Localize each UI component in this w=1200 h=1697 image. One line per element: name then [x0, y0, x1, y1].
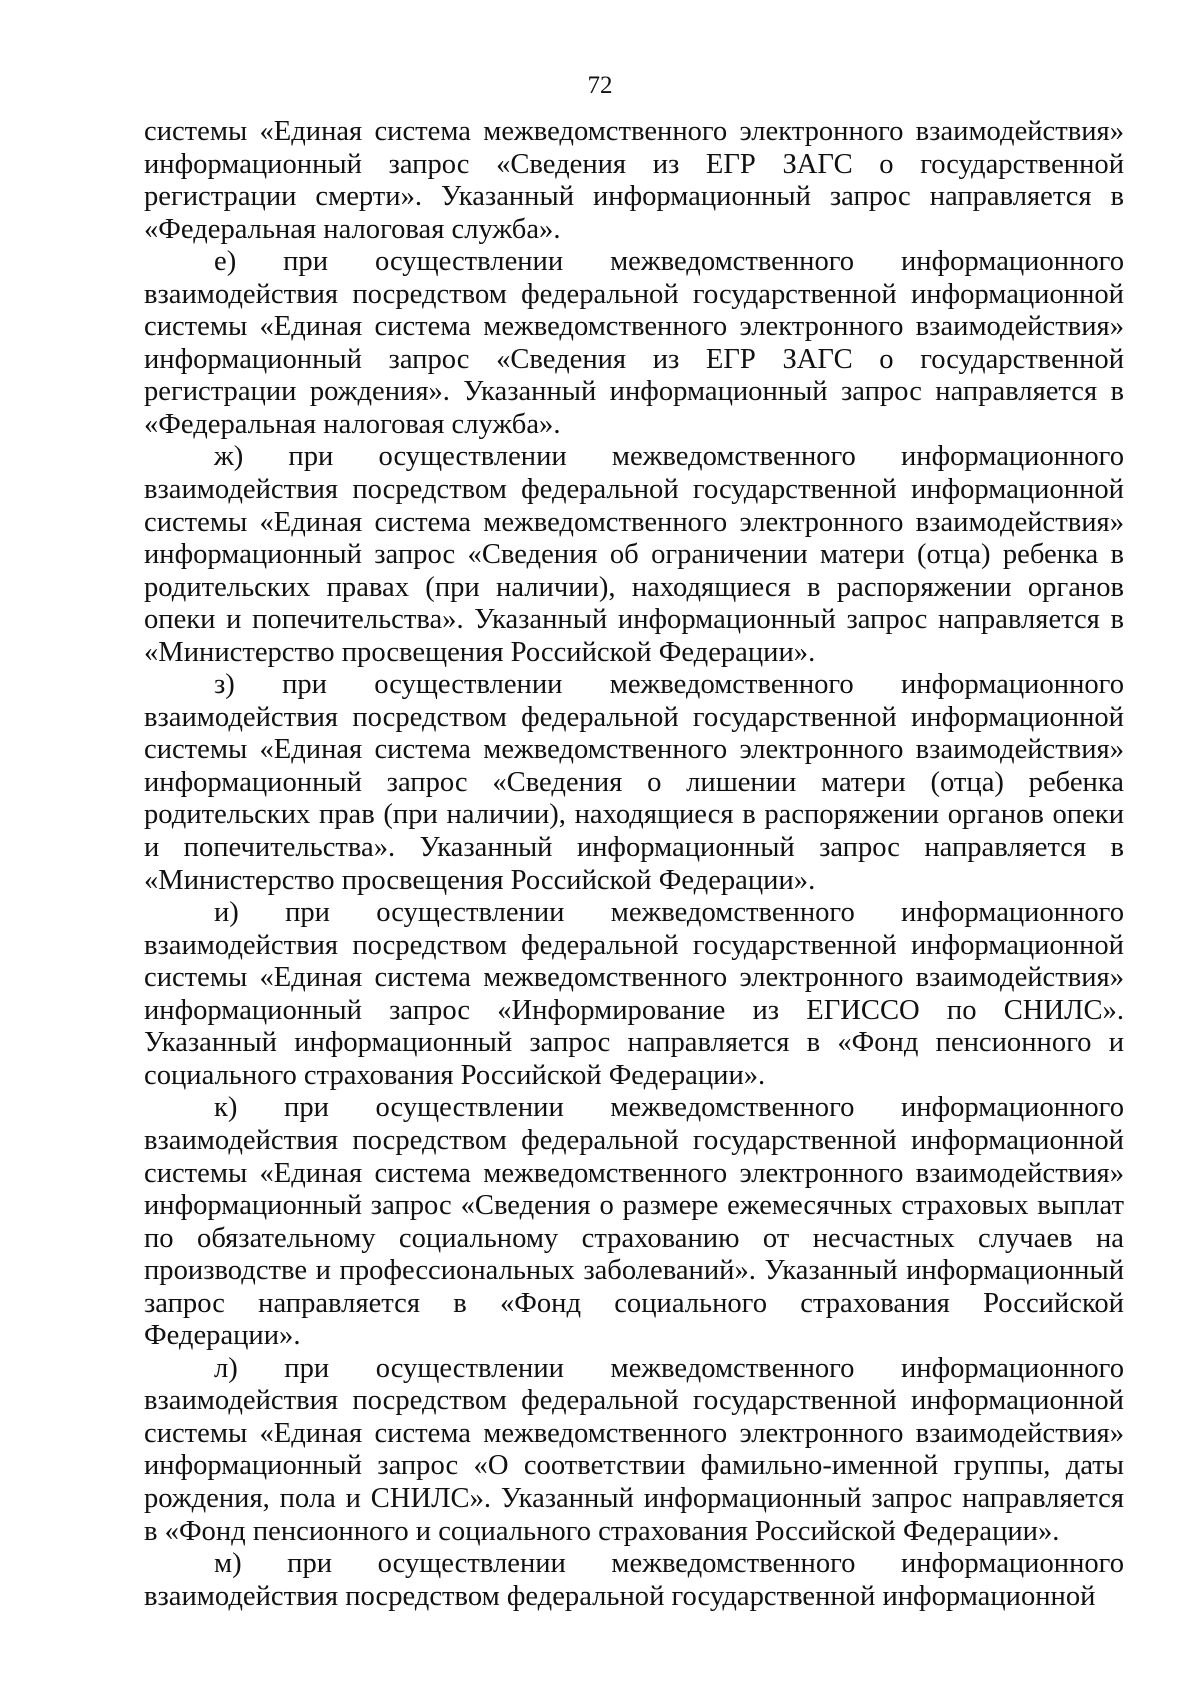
- paragraph-continuation: системы «Единая система межведомственного электронного взаимодействия» информационный запрос «Сведения из ЕГР ЗАГС о государственной регистрации смерти». Указанный информационный запрос направляется в «Федеральная налоговая служба».: [144, 116, 1124, 245]
- paragraph-item-k: к) при осуществлении межведомственного информационного взаимодействия посредством федеральной государственной информационной системы «Единая система межведомственного электронного взаимодействия» информационный запрос «Сведения о размере ежемесячных страховых выплат по обязательному социальному страхованию от несчастных случаев на производстве и профессиональных заболеваний». Указанный информационный запрос направляется в «Фонд социального страхования Российской Федерации».: [144, 1092, 1124, 1352]
- paragraph-item-l: л) при осуществлении межведомственного информационного взаимодействия посредством федеральной государственной информационной системы «Единая система межведомственного электронного взаимодействия» информационный запрос «О соответствии фамильно-именной группы, даты рождения, пола и СНИЛС». Указанный информационный запрос направляется в «Фонд пенсионного и социального страхования Российской Федерации».: [144, 1352, 1124, 1547]
- paragraph-item-z: з) при осуществлении межведомственного информационного взаимодействия посредством федеральной государственной информационной системы «Единая система межведомственного электронного взаимодействия» информационный запрос «Сведения о лишении матери (отца) ребенка родительских прав (при наличии), находящиеся в распоряжении органов опеки и попечительства». Указанный информационный запрос направляется в «Министерство просвещения Российской Федерации».: [144, 669, 1124, 896]
- document-body: [144, 116, 1124, 1613]
- paragraph-item-zh: ж) при осуществлении межведомственного информационного взаимодействия посредством федеральной государственной информационной системы «Единая система межведомственного электронного взаимодействия» информационный запрос «Сведения об ограничении матери (отца) ребенка в родительских правах (при наличии), находящиеся в распоряжении органов опеки и попечительства». Указанный информационный запрос направляется в «Министерство просвещения Российской Федерации».: [144, 441, 1124, 668]
- paragraph-item-m: м) при осуществлении межведомственного информационного взаимодействия посредством федеральной государственной информационной: [144, 1548, 1124, 1612]
- paragraph-item-i: и) при осуществлении межведомственного информационного взаимодействия посредством федеральной государственной информационной системы «Единая система межведомственного электронного взаимодействия» информационный запрос «Информирование из ЕГИССО по СНИЛС». Указанный информационный запрос направляется в «Фонд пенсионного и социального страхования Российской Федерации».: [144, 897, 1124, 1091]
- paragraph-item-e: е) при осуществлении межведомственного информационного взаимодействия посредством федеральной государственной информационной системы «Единая система межведомственного электронного взаимодействия» информационный запрос «Сведения из ЕГР ЗАГС о государственной регистрации рождения». Указанный информационный запрос направляется в «Федеральная налоговая служба».: [144, 246, 1124, 440]
- page-number: 72: [587, 72, 613, 99]
